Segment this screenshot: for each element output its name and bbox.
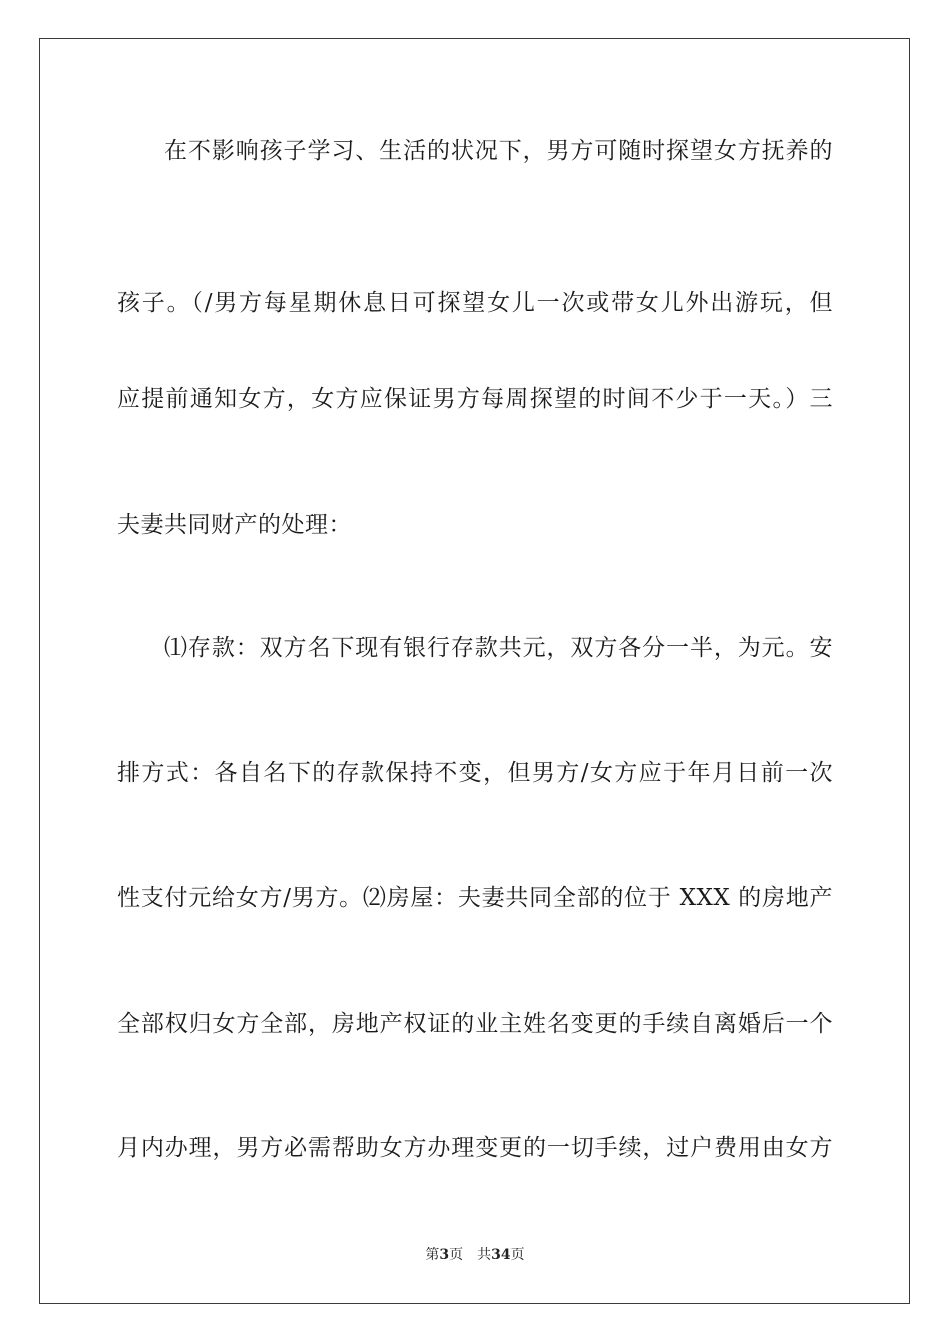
section-heading-line: 夫妻共同财产的处理： — [117, 512, 352, 538]
paragraph-line-9: 月内办理，男方必需帮助女方办理变更的一切手续，过户费用由女方 — [117, 1135, 833, 1161]
paragraph-line-8: 全部权归女方全部，房地产权证的业主姓名变更的手续自离婚后一个 — [117, 1011, 833, 1037]
total-pages: 34 — [491, 1247, 511, 1263]
total-suffix: 页 — [510, 1247, 525, 1263]
page-suffix: 页 — [449, 1247, 464, 1263]
page-footer — [0, 1246, 950, 1264]
page-number: 3 — [439, 1247, 450, 1263]
paragraph-line-5: ⑴存款：双方名下现有银行存款共元，双方各分一半，为元。安 — [164, 635, 833, 661]
paragraph-line-3: 应提前通知女方，女方应保证男方每周探望的时间不少于一天。）三 — [117, 386, 833, 412]
paragraph-line-7: 性支付元给女方/男方。⑵房屋：夫妻共同全部的位于 XXX 的房地产 — [117, 885, 833, 911]
total-prefix: 共 — [477, 1247, 492, 1263]
page-border — [39, 38, 910, 1304]
paragraph-line-2: 孩子。（/男方每星期休息日可探望女儿一次或带女儿外出游玩，但 — [117, 290, 833, 316]
paragraph-line-1: 在不影响孩子学习、生活的状况下，男方可随时探望女方抚养的 — [164, 138, 833, 164]
page-prefix: 第 — [425, 1247, 440, 1263]
paragraph-line-6: 排方式：各自名下的存款保持不变，但男方/女方应于年月日前一次 — [117, 760, 833, 786]
